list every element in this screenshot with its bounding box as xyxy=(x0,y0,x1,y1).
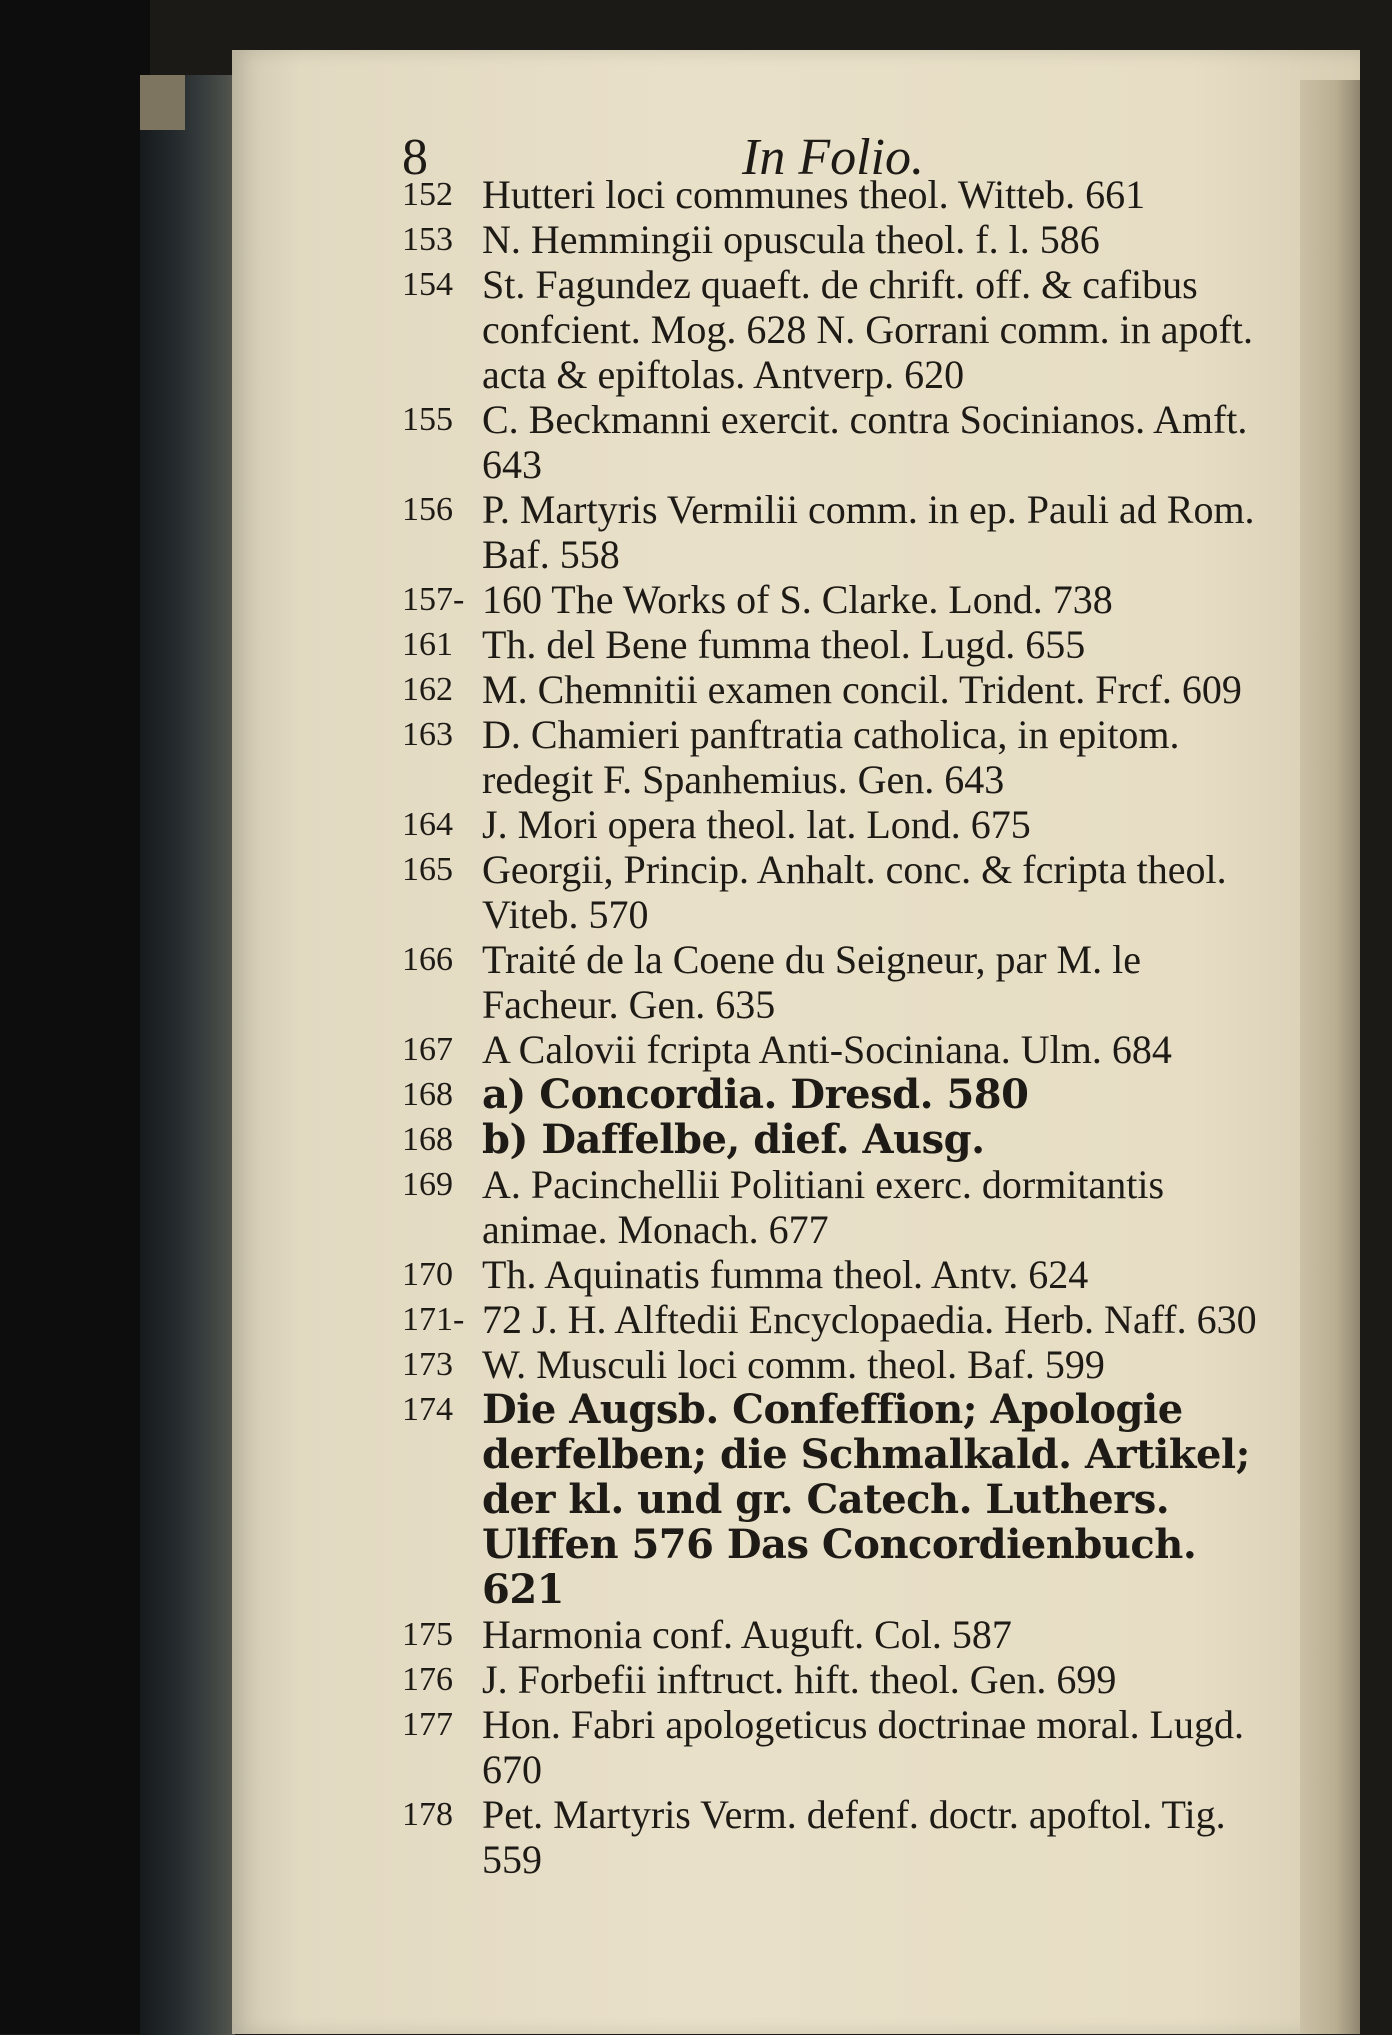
catalog-entries xyxy=(402,172,1282,1882)
entry-number: 152 xyxy=(402,176,453,213)
entry-text: b) Daffelbe, dief. Ausg. xyxy=(482,1116,985,1163)
entry-number: 155 xyxy=(402,401,453,438)
entry-number: 154 xyxy=(402,266,453,303)
entry-text: a) Concordia. Dresd. 580 xyxy=(482,1071,1029,1118)
catalog-entry xyxy=(402,1117,1282,1162)
entry-number: 157- xyxy=(402,581,465,618)
entry-number: 178 xyxy=(402,1796,453,1833)
entry-text: Traité de la Coene du Seigneur, par M. le Facheur. Gen. 635 xyxy=(482,937,1141,1027)
catalog-entry xyxy=(402,397,1282,487)
catalog-entry xyxy=(402,622,1282,667)
catalog-entry xyxy=(402,1252,1282,1297)
entry-number: 156 xyxy=(402,491,453,528)
book-page xyxy=(232,50,1360,2034)
catalog-entry xyxy=(402,1792,1282,1882)
catalog-entry xyxy=(402,802,1282,847)
entry-text: Hon. Fabri apologeticus doctrinae moral. Lugd. 670 xyxy=(482,1702,1245,1792)
entry-text: A. Pacinchellii Politiani exerc. dormitantis animae. Monach. 677 xyxy=(482,1162,1165,1252)
entry-number: 173 xyxy=(402,1346,453,1383)
entry-number: 177 xyxy=(402,1706,453,1743)
catalog-entry xyxy=(402,487,1282,577)
catalog-entry xyxy=(402,1387,1282,1612)
book-binding xyxy=(140,75,235,2035)
entry-text: A Calovii fcripta Anti-Sociniana. Ulm. 684 xyxy=(482,1027,1172,1072)
entry-number: 175 xyxy=(402,1616,453,1653)
entry-number: 153 xyxy=(402,221,453,258)
entry-text: Georgii, Princip. Anhalt. conc. & fcripta theol. Viteb. 570 xyxy=(482,847,1227,937)
entry-text: Die Augsb. Confeffion; Apologie derfelben; die Schmalkald. Artikel; der kl. und gr. Catech. Luthers. Ulffen 576 Das Concordienbuch. 621 xyxy=(482,1386,1250,1613)
entry-number: 163 xyxy=(402,716,453,753)
page-number: 8 xyxy=(402,129,428,186)
catalog-entry xyxy=(402,577,1282,622)
entry-text: P. Martyris Vermilii comm. in ep. Pauli ad Rom. Baf. 558 xyxy=(482,487,1255,577)
catalog-entry xyxy=(402,937,1282,1027)
catalog-entry xyxy=(402,1342,1282,1387)
catalog-entry xyxy=(402,217,1282,262)
book-spine xyxy=(0,0,150,2034)
entry-number: 161 xyxy=(402,626,453,663)
entry-text: St. Fagundez quaeft. de chrift. off. & cafibus confcient. Mog. 628 N. Gorrani comm. in apoft. acta & epiftolas. Antverp. 620 xyxy=(482,262,1253,397)
catalog-entry xyxy=(402,1612,1282,1657)
entry-text: Th. del Bene fumma theol. Lugd. 655 xyxy=(482,622,1086,667)
catalog-entry xyxy=(402,667,1282,712)
entry-text: J. Mori opera theol. lat. Lond. 675 xyxy=(482,802,1031,847)
entry-text: C. Beckmanni exercit. contra Socinianos. Amft. 643 xyxy=(482,397,1248,487)
entry-number: 171- xyxy=(402,1301,465,1338)
catalog-entry xyxy=(402,1297,1282,1342)
entry-number: 169 xyxy=(402,1166,453,1203)
catalog-entry xyxy=(402,712,1282,802)
entry-text: N. Hemmingii opuscula theol. f. l. 586 xyxy=(482,217,1100,262)
catalog-entry xyxy=(402,172,1282,217)
page-header xyxy=(232,88,1292,186)
catalog-entry xyxy=(402,1027,1282,1072)
entry-text: Harmonia conf. Auguft. Col. 587 xyxy=(482,1612,1012,1657)
entry-number: 170 xyxy=(402,1256,453,1293)
entry-text: D. Chamieri panftratia catholica, in epitom. redegit F. Spanhemius. Gen. 643 xyxy=(482,712,1180,802)
entry-number: 162 xyxy=(402,671,453,708)
entry-text: Hutteri loci communes theol. Witteb. 661 xyxy=(482,172,1146,217)
entry-number: 166 xyxy=(402,941,453,978)
entry-number: 176 xyxy=(402,1661,453,1698)
entry-number: 168 xyxy=(402,1121,453,1158)
entry-text: Pet. Martyris Verm. defenf. doctr. apoftol. Tig. 559 xyxy=(482,1792,1226,1882)
entry-number: 164 xyxy=(402,806,453,843)
catalog-entry xyxy=(402,1657,1282,1702)
entry-number: 167 xyxy=(402,1031,453,1068)
catalog-entry xyxy=(402,262,1282,397)
entry-number: 168 xyxy=(402,1076,453,1113)
running-title: In Folio. xyxy=(742,129,924,186)
catalog-entry xyxy=(402,847,1282,937)
catalog-entry xyxy=(402,1702,1282,1792)
entry-text: 160 The Works of S. Clarke. Lond. 738 xyxy=(482,577,1113,622)
entry-text: 72 J. H. Alftedii Encyclopaedia. Herb. Naff. 630 xyxy=(482,1297,1257,1342)
catalog-entry xyxy=(402,1072,1282,1117)
entry-text: Th. Aquinatis fumma theol. Antv. 624 xyxy=(482,1252,1089,1297)
entry-number: 174 xyxy=(402,1391,453,1428)
catalog-entry xyxy=(402,1162,1282,1252)
entry-number: 165 xyxy=(402,851,453,888)
entry-text: W. Musculi loci comm. theol. Baf. 599 xyxy=(482,1342,1105,1387)
entry-text: J. Forbefii inftruct. hift. theol. Gen. 699 xyxy=(482,1657,1117,1702)
page-edge xyxy=(1300,80,1360,2034)
binding-corner xyxy=(140,75,185,130)
entry-text: M. Chemnitii examen concil. Trident. Frcf. 609 xyxy=(482,667,1242,712)
